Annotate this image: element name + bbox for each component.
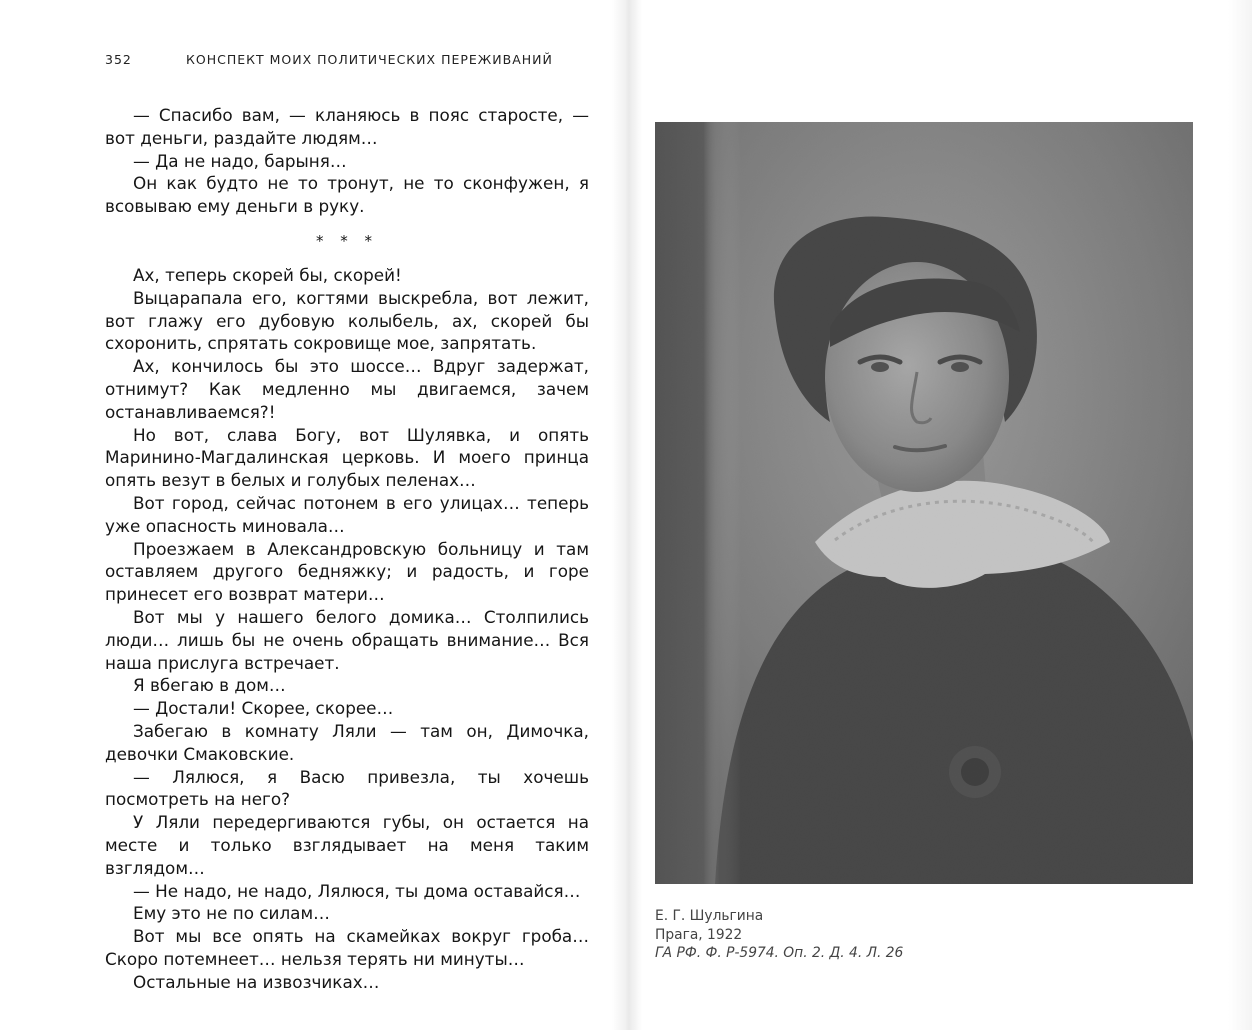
page-number: 352	[105, 52, 132, 67]
paragraph: Забегаю в комнату Ляли — там он, Димочка, девочки Смаковские.	[105, 720, 589, 764]
portrait-photo	[655, 122, 1193, 884]
paragraph: Остальные на извозчиках…	[133, 971, 380, 992]
paragraph: Я вбегаю в дом…	[133, 675, 286, 696]
paragraph: Ах, теперь скорей бы, скорей!	[133, 264, 402, 285]
paragraph: Но вот, слава Богу, вот Шулявка, и опять Марининo-Магдалинская церковь. И моего принца опять везут в белых и голубых пеленах…	[105, 424, 589, 491]
paragraph: — Спасибо вам, — кланяюсь в пояс старосте, — вот деньги, раздайте людям…	[105, 105, 589, 148]
main-text	[105, 104, 589, 993]
paragraph: — Достали! Скорее, скорее…	[133, 698, 394, 719]
paragraph: — Не надо, не надо, Лялюся, ты дома оставайся…	[133, 880, 581, 901]
paragraph: Вот мы у нашего белого домика… Столпились люди… лишь бы не очень обращать внимание… Вся наша прислуга встречает.	[105, 606, 589, 673]
page-edge	[1228, 0, 1252, 1030]
section-separator: * * *	[315, 231, 379, 250]
caption-place-date: Прага, 1922	[655, 926, 743, 943]
book-gutter	[612, 0, 642, 1030]
paragraph: Вот мы все опять на скамейках вокруг гроба… Скоро потемнеет… нельзя терять ни минуты…	[105, 926, 589, 969]
paragraph: У Ляли передергиваются губы, он остается на месте и только взглядывает на меня таким взглядом…	[105, 812, 589, 878]
running-title: КОНСПЕКТ МОИХ ПОЛИТИЧЕСКИХ ПЕРЕЖИВАНИЙ	[186, 52, 553, 67]
paragraph: Выцарапала его, когтями выскребла, вот лежит, вот глажу его дубовую колыбель, ах, скорей бы схоронить, спрятать сокровище мое, запрятать.	[105, 287, 589, 354]
paragraph: Ах, кончилось бы это шоссе… Вдруг задержат, отнимут? Как медленно мы двигаемся, зачем останавливаемся?!	[105, 356, 589, 422]
paragraph: Вот город, сейчас потонем в его улицах… теперь уже опасность миновала…	[105, 492, 589, 536]
paragraph: Ему это не по силам…	[133, 903, 330, 924]
paragraph: Проезжаем в Александровскую больницу и там оставляем другого бедняжку; и радость, и горе принесет его возврат матери…	[105, 538, 589, 605]
paragraph: — Лялюся, я Васю привезла, ты хочешь посмотреть на него?	[105, 766, 589, 810]
photo-caption	[655, 907, 1055, 963]
caption-name: Е. Г. Шульгина	[655, 908, 764, 924]
paragraph: Он как будто не то тронут, не то сконфужен, я всовываю ему деньги в руку.	[105, 173, 589, 217]
paragraph: — Да не надо, барыня…	[133, 150, 347, 171]
portrait-illustration	[655, 122, 1193, 884]
caption-archive: ГА РФ. Ф. Р-5974. Оп. 2. Д. 4. Л. 26	[655, 945, 904, 962]
